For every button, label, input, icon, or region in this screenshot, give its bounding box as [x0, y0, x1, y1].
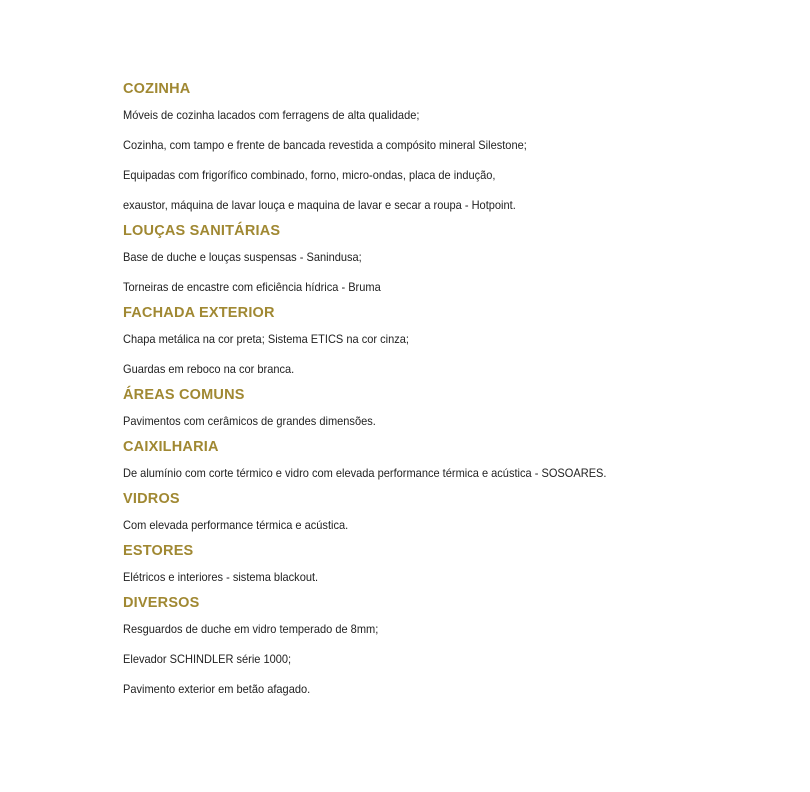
list-item: Resguardos de duche em vidro temperado de 8mm;: [123, 622, 379, 636]
section-estores: [123, 540, 783, 592]
section-fachada-exterior: [123, 302, 783, 384]
list-item: Móveis de cozinha lacados com ferragens de alta qualidade;: [123, 108, 420, 122]
list-item: Cozinha, com tampo e frente de bancada revestida a compósito mineral Silestone;: [123, 138, 527, 152]
section-loucas-sanitarias: [123, 220, 783, 302]
section-diversos: [123, 592, 783, 704]
section-title: ÁREAS COMUNS: [123, 387, 245, 403]
section-title: LOUÇAS SANITÁRIAS: [123, 223, 281, 239]
section-title: DIVERSOS: [123, 595, 200, 611]
section-title: CAIXILHARIA: [123, 439, 219, 455]
section-title: FACHADA EXTERIOR: [123, 305, 275, 321]
section-areas-comuns: [123, 384, 783, 436]
specifications-document: [123, 78, 783, 704]
list-item: Elétricos e interiores - sistema blackout.: [123, 570, 319, 584]
section-title: ESTORES: [123, 543, 194, 559]
list-item: Com elevada performance térmica e acústica.: [123, 518, 349, 532]
list-item: Pavimento exterior em betão afagado.: [123, 682, 311, 696]
list-item: Equipadas com frigorífico combinado, forno, micro-ondas, placa de indução,: [123, 168, 496, 182]
list-item: Chapa metálica na cor preta; Sistema ETICS na cor cinza;: [123, 332, 409, 346]
list-item: Pavimentos com cerâmicos de grandes dimensões.: [123, 414, 376, 428]
list-item: Guardas em reboco na cor branca.: [123, 362, 295, 376]
list-item: exaustor, máquina de lavar louça e maquina de lavar e secar a roupa - Hotpoint.: [123, 198, 516, 212]
section-vidros: [123, 488, 783, 540]
section-cozinha: [123, 78, 783, 220]
list-item: Elevador SCHINDLER série 1000;: [123, 652, 292, 666]
section-caixilharia: [123, 436, 783, 488]
section-title: VIDROS: [123, 491, 180, 507]
list-item: Torneiras de encastre com eficiência hídrica - Bruma: [123, 280, 381, 294]
list-item: Base de duche e louças suspensas - Sanindusa;: [123, 250, 362, 264]
list-item: De alumínio com corte térmico e vidro com elevada performance térmica e acústica - SOSOARES.: [123, 466, 607, 480]
section-title: COZINHA: [123, 81, 191, 97]
